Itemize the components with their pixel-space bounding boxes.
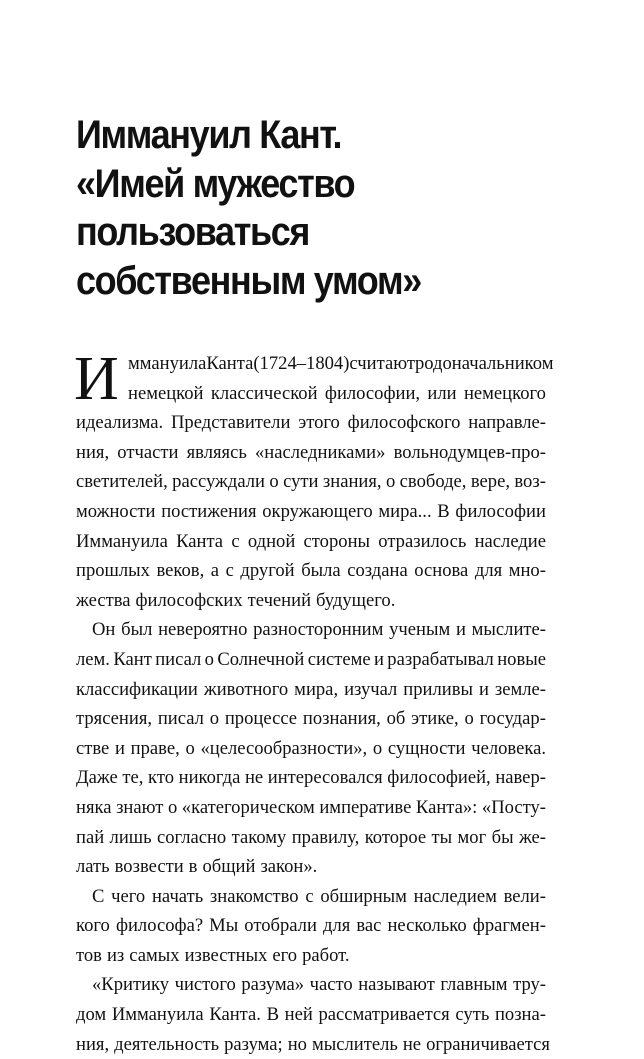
text-line: лать возвести в общий закон». — [76, 856, 318, 878]
paragraph — [76, 970, 550, 1059]
text-line: «Критику чистого разума» часто называют главным тру- — [92, 974, 546, 996]
chapter-title-line: «Имей мужество — [76, 161, 355, 206]
body-text — [74, 345, 554, 1059]
text-line: трясения, писал о процессе познания, об этике, о государ- — [76, 708, 546, 730]
text-line: можности постижения окружающего мира... В философии — [76, 500, 546, 522]
chapter-title-line: Иммануил Кант. — [76, 113, 342, 157]
text-line: Даже те, кто никогда не интересовался философией, навер- — [76, 767, 546, 789]
text-line: С чего начать знакомство с обширным наследием вели- — [92, 885, 546, 907]
text-line: Он был невероятно разносторонним ученым и мыслите- — [92, 619, 546, 641]
text-line: Иммануила Канта с одной стороны отразилось наследие — [76, 530, 546, 552]
chapter-title-line: пользоваться — [76, 210, 310, 254]
text-line: няка знают о «категорическом императиве Канта»: «Посту- — [76, 796, 546, 818]
text-line: стве и праве, о «целесообразности», о сущности человека. — [76, 737, 546, 759]
text-line: прошлых веков, а с другой была создана основа для мно- — [76, 560, 546, 582]
chapter-title — [76, 111, 544, 305]
text-line: идеализма. Представители этого философского направле- — [76, 412, 546, 434]
text-line: жества философских течений будущего. — [76, 589, 396, 611]
text-line: дом Иммануила Канта. В ней рассматривается суть позна- — [76, 1004, 546, 1026]
text-line: пай лишь согласно такому правилу, которое ты мог бы же- — [76, 826, 546, 848]
text-line: классификации животного мира, изучал приливы и земле- — [76, 678, 546, 700]
paragraph — [76, 882, 546, 971]
paragraph — [74, 345, 554, 615]
text-line: лем. Кант писал о Солнечной системе и разрабатывал новые — [76, 648, 546, 670]
text-line: ммануила Канта (1724–1804) считают родоначальником — [128, 353, 554, 374]
text-line: кого философа? Мы отобрали для вас несколько фрагмен- — [76, 915, 546, 937]
text-line: тов из самых известных его работ. — [76, 944, 350, 966]
chapter-title-line: собственным умом» — [76, 258, 421, 303]
text-line: ния, отчасти являясь «наследниками» вольнодумцев-про- — [76, 441, 546, 463]
drop-cap: И — [74, 345, 119, 413]
paragraph — [76, 615, 546, 881]
text-line: немецкой классической философии, или немецкого — [128, 382, 546, 404]
text-line: светителей, рассуждали о сути знания, о свободе, вере, воз- — [76, 471, 546, 493]
text-line: ния, деятельность разума; но мыслитель не ограничивается — [76, 1033, 550, 1055]
